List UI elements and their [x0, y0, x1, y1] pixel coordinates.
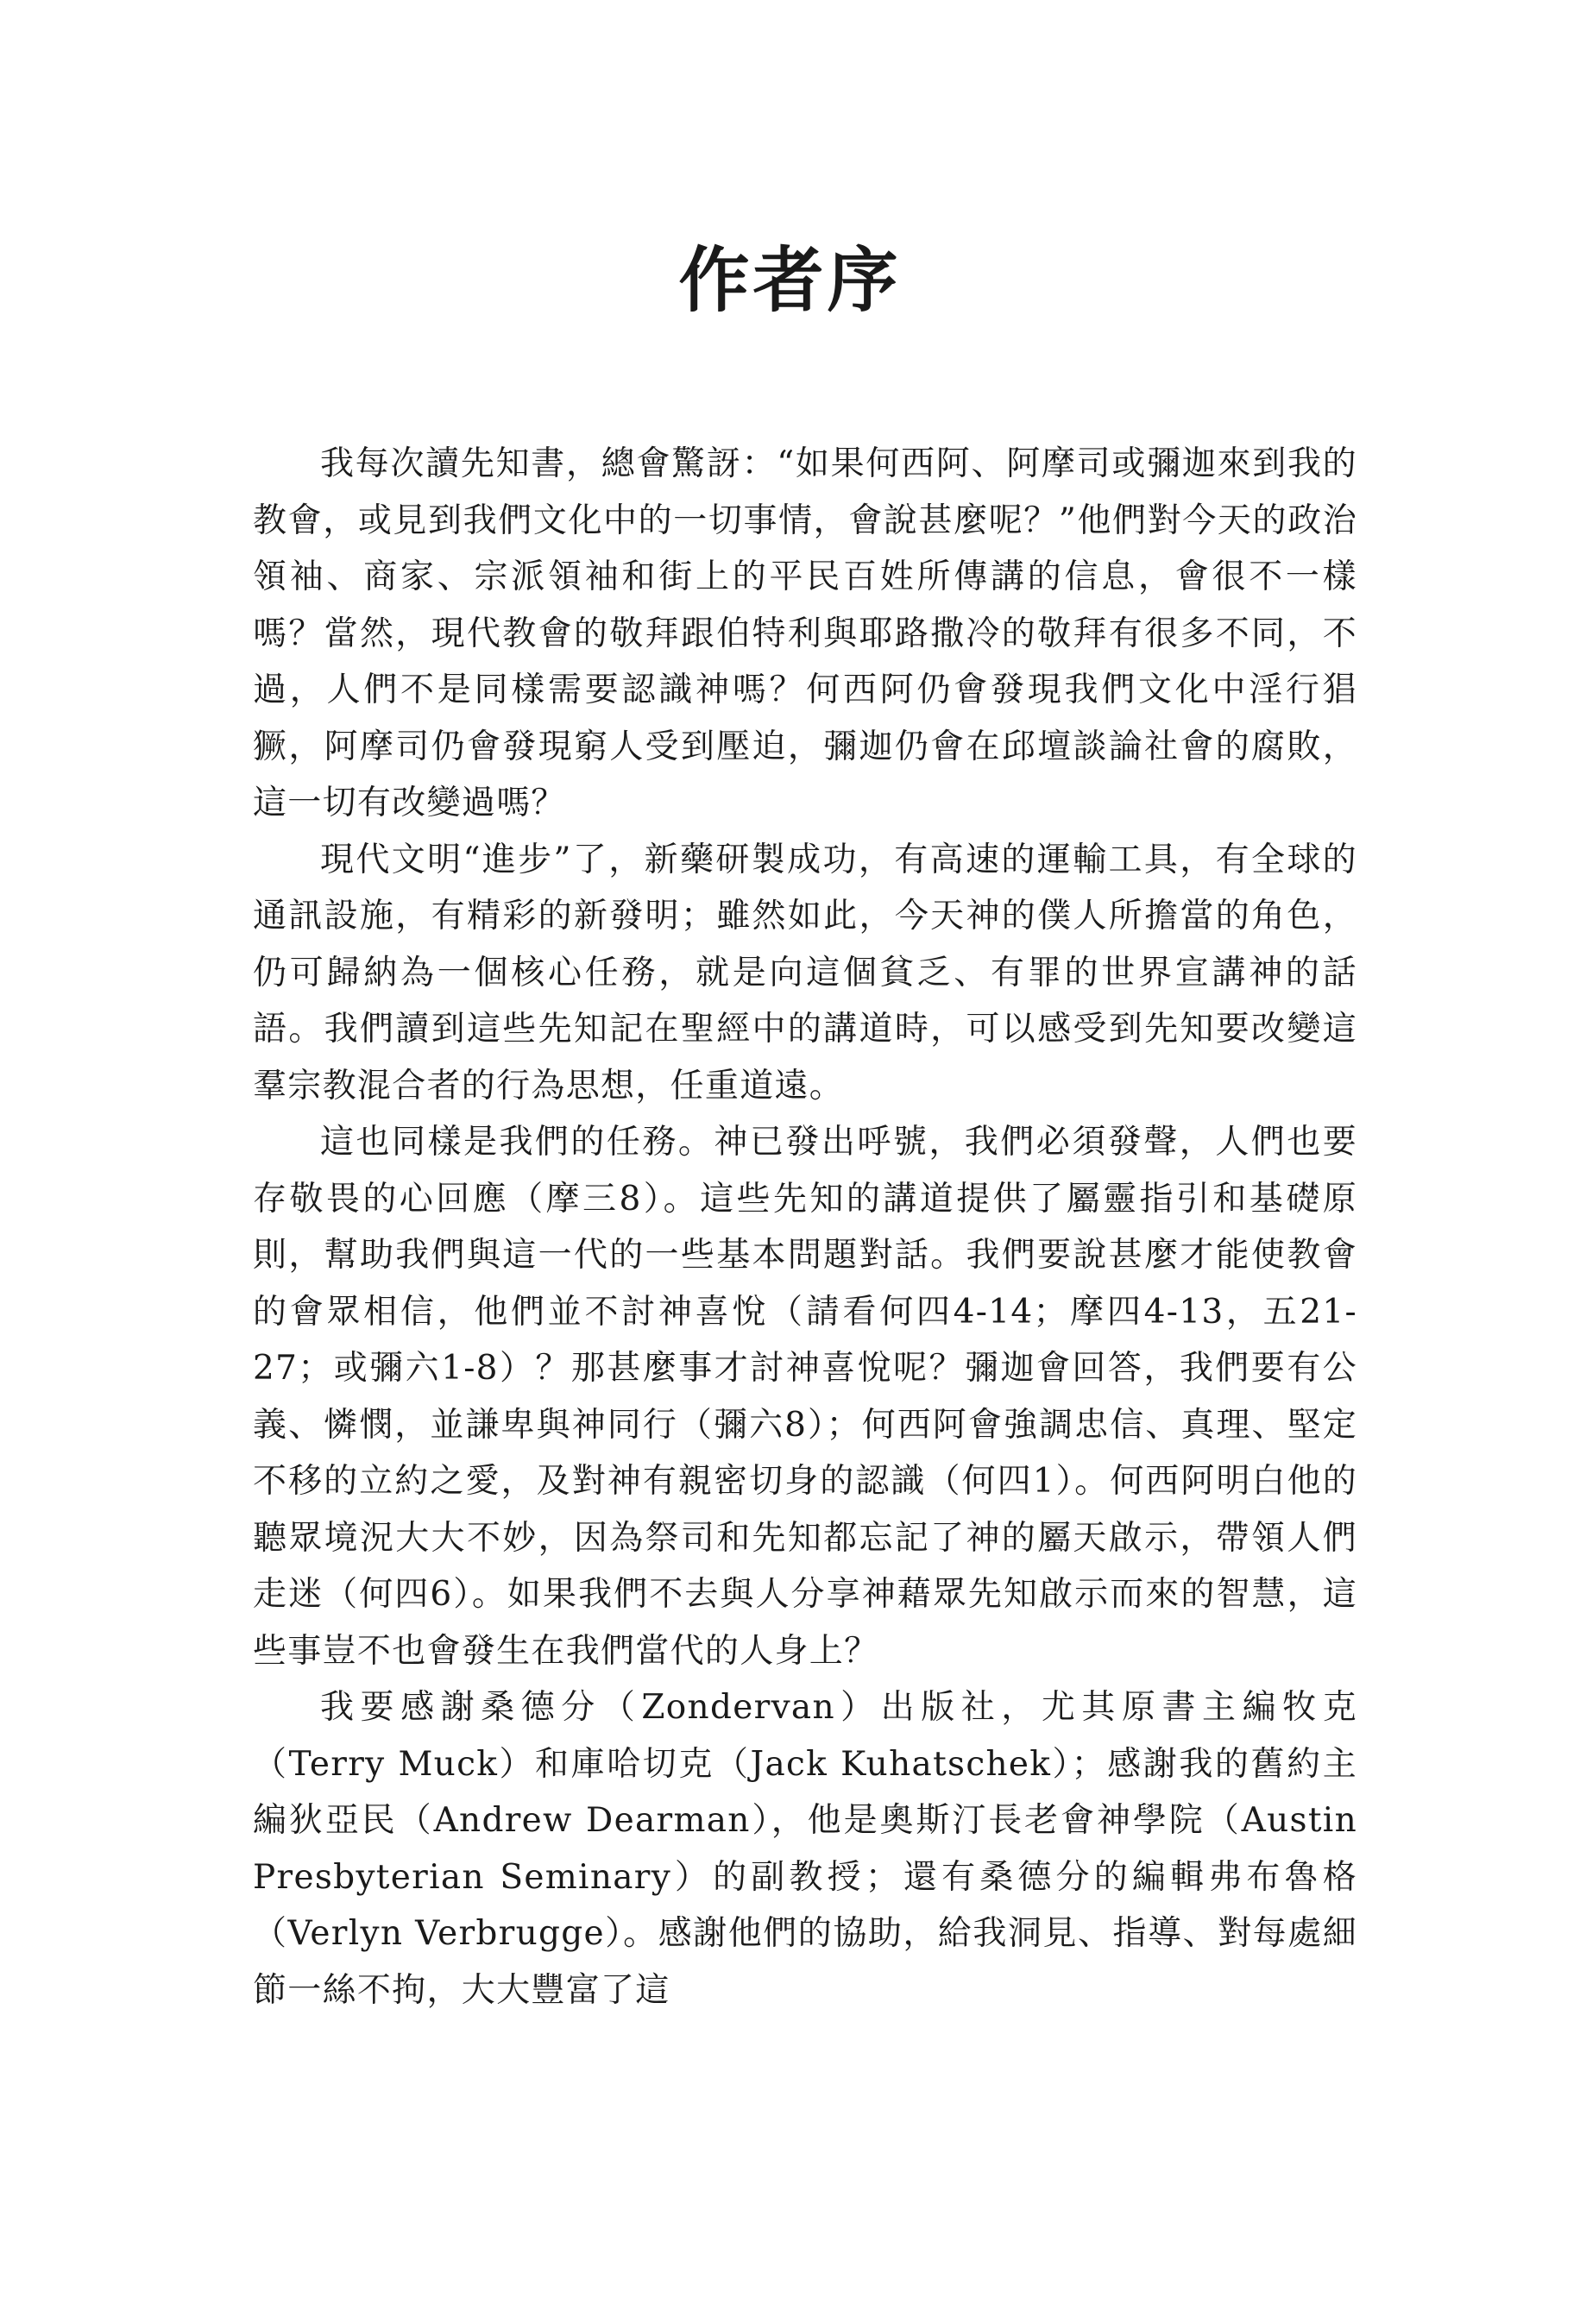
paragraph: 這也同樣是我們的任務。神已發出呼號，我們必須發聲，人們也要存敬畏的心回應（摩三8）。這些先知的講道提供了屬靈指引和基礎原則，幫助我們與這一代的一些基本問題對話。我們要說甚麼才能使教會的會眾相信，他們並不討神喜悅（請看何四4-14；摩四4-13，五21-27；或彌六1-8）？那甚麼事才討神喜悅呢？彌迦會回答，我們要有公義、憐憫，並謙卑與神同行（彌六8）；何西阿會強調忠信、真理、堅定不移的立約之愛，及對神有親密切身的認識（何四1）。何西阿明白他的聽眾境況大大不妙，因為祭司和先知都忘記了神的屬天啟示，帶領人們走迷（何四6）。如果我們不去與人分享神藉眾先知啟示而來的智慧，這些事豈不也會發生在我們當代的人身上？	[253, 1123, 1357, 1671]
paragraph: 我每次讀先知書，總會驚訝：“如果何西阿、阿摩司或彌迦來到我的教會，或見到我們文化中的一切事情，會說甚麼呢？”他們對今天的政治領袖、商家、宗派領袖和街上的平民百姓所傳講的信息，會很不一樣嗎？當然，現代教會的敬拜跟伯特利與耶路撒冷的敬拜有很多不同，不過，人們不是同樣需要認識神嗎？何西阿仍會發現我們文化中淫行猖獗，阿摩司仍會發現窮人受到壓迫，彌迦仍會在邱壇談論社會的腐敗，這一切有改變過嗎？	[253, 444, 1357, 822]
preface-body	[253, 436, 1357, 2019]
page-title: 作者序	[678, 240, 902, 322]
paragraph: 我要感謝桑德分（Zondervan）出版社，尤其原書主編牧克（Terry Muck）和庫哈切克（Jack Kuhatschek）；感謝我的舊約主編狄亞民（Andrew Dearman），他是奧斯汀長老會神學院（Austin Presbyterian Seminary）的副教授；還有桑德分的編輯弗布魯格（Verlyn Verbrugge）。感謝他們的協助，給我洞見、指導、對每處細節一絲不拘，大大豐富了這	[253, 1688, 1357, 2010]
paragraph: 現代文明“進步”了，新藥研製成功，有高速的運輸工具，有全球的通訊設施，有精彩的新發明；雖然如此，今天神的僕人所擔當的角色，仍可歸納為一個核心任務，就是向這個貧乏、有罪的世界宣講神的話語。我們讀到這些先知記在聖經中的講道時，可以感受到先知要改變這羣宗教混合者的行為思想，任重道遠。	[253, 840, 1357, 1105]
